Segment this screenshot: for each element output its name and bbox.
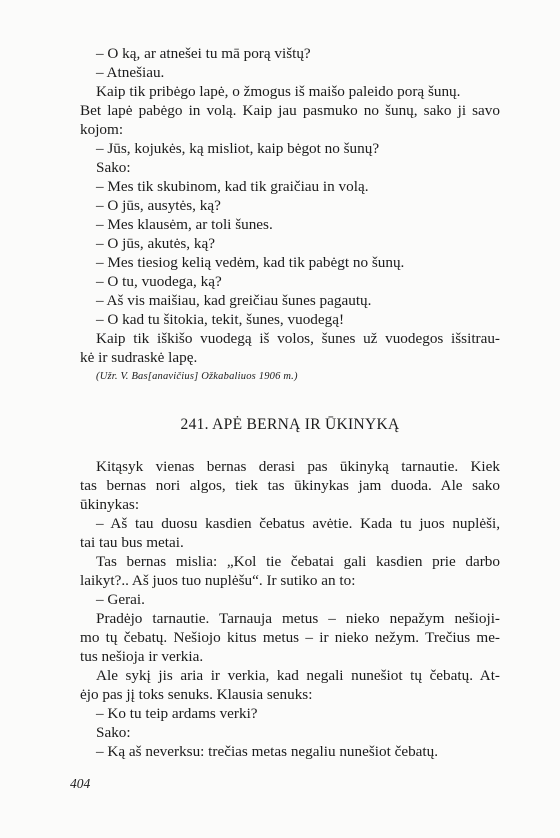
text-line: Sako: xyxy=(96,724,131,741)
text-line: Tas bernas mislia: „Kol tie čebatai gali kasdien prie darbo xyxy=(96,553,500,570)
text-line: Kaip tik iškišo vuodegą iš volos, šunes už vuodegos išsitrau- xyxy=(96,330,500,347)
text-line: – O ką, ar atnešei tu mā porą vištų? xyxy=(96,45,311,62)
text-line: Sako: xyxy=(96,159,131,176)
text-line: – Jūs, kojukės, ką misliot, kaip bėgot no šunų? xyxy=(96,140,380,157)
text-line: tai tau bus metai. xyxy=(80,534,184,551)
text-line: laikyt?.. Aš juos tuo nuplėšu“. Ir sutiko an to: xyxy=(80,572,356,589)
source-note: (Užr. V. Bas[anavičius] Ožkabaliuos 1906 m.) xyxy=(96,371,298,382)
text-line: Ale sykį jis aria ir verkia, kad negali nunešiot tų čebatų. At- xyxy=(96,667,500,684)
text-line: kė ir sudraskė lapę. xyxy=(80,349,198,366)
text-line: ūkinykas: xyxy=(80,496,140,513)
text-line: – Ką aš neverksu: trečias metas negaliu nunešiot čebatų. xyxy=(96,743,439,760)
text-line: tas bernas nori algos, tiek tas ūkinykas jam duoda. Ale sako xyxy=(80,477,500,494)
text-line: – O tu, vuodega, ką? xyxy=(96,273,222,290)
text-line: Kitąsyk vienas bernas derasi pas ūkinyką tarnautie. Kiek xyxy=(96,458,500,475)
text-line: – Aš vis maišiau, kad greičiau šunes pagautų. xyxy=(96,292,372,309)
text-line: tus nešioja ir verkia. xyxy=(80,648,204,665)
text-line: mo tų čebatų. Nešiojo kitus metus – ir nieko nežym. Trečius me- xyxy=(80,629,500,646)
text-line: – O kad tu šitokia, tekit, šunes, vuodegą! xyxy=(96,311,345,328)
story-continuation xyxy=(80,44,500,367)
story-text xyxy=(80,457,500,761)
text-line: – Mes tiesiog kelią vedėm, kad tik pabėgt no šunų. xyxy=(96,254,405,271)
text-line: – Ko tu teip ardams verki? xyxy=(96,705,258,722)
text-line: Bet lapė pabėgo in volą. Kaip jau pasmuko no šunų, sako ji savo xyxy=(80,102,500,119)
text-line: – Aš tau duosu kasdien čebatus avėtie. Kada tu juos nuplėši, xyxy=(96,515,500,532)
text-line: – O jūs, akutės, ką? xyxy=(96,235,215,252)
section-heading: 241. APĖ BERNĄ IR ŪKINYKĄ xyxy=(180,416,400,433)
text-line: Kaip tik pribėgo lapė, o žmogus iš maišo paleido porą šunų. xyxy=(96,83,461,100)
text-line: – Atnešiau. xyxy=(96,64,165,81)
text-line: kojom: xyxy=(80,121,124,138)
text-line: – O jūs, ausytės, ką? xyxy=(96,197,221,214)
text-line: Pradėjo tarnautie. Tarnauja metus – nieko nepažym nešioji- xyxy=(96,610,500,627)
text-line: – Gerai. xyxy=(96,591,145,608)
text-line: ėjo pas jį toks senuks. Klausia senuks: xyxy=(80,686,313,703)
text-line: – Mes klausėm, ar toli šunes. xyxy=(96,216,273,233)
page-number: 404 xyxy=(70,776,91,791)
text-line: – Mes tik skubinom, kad tik graičiau in volą. xyxy=(96,178,369,195)
source-note-wrap xyxy=(80,369,500,385)
